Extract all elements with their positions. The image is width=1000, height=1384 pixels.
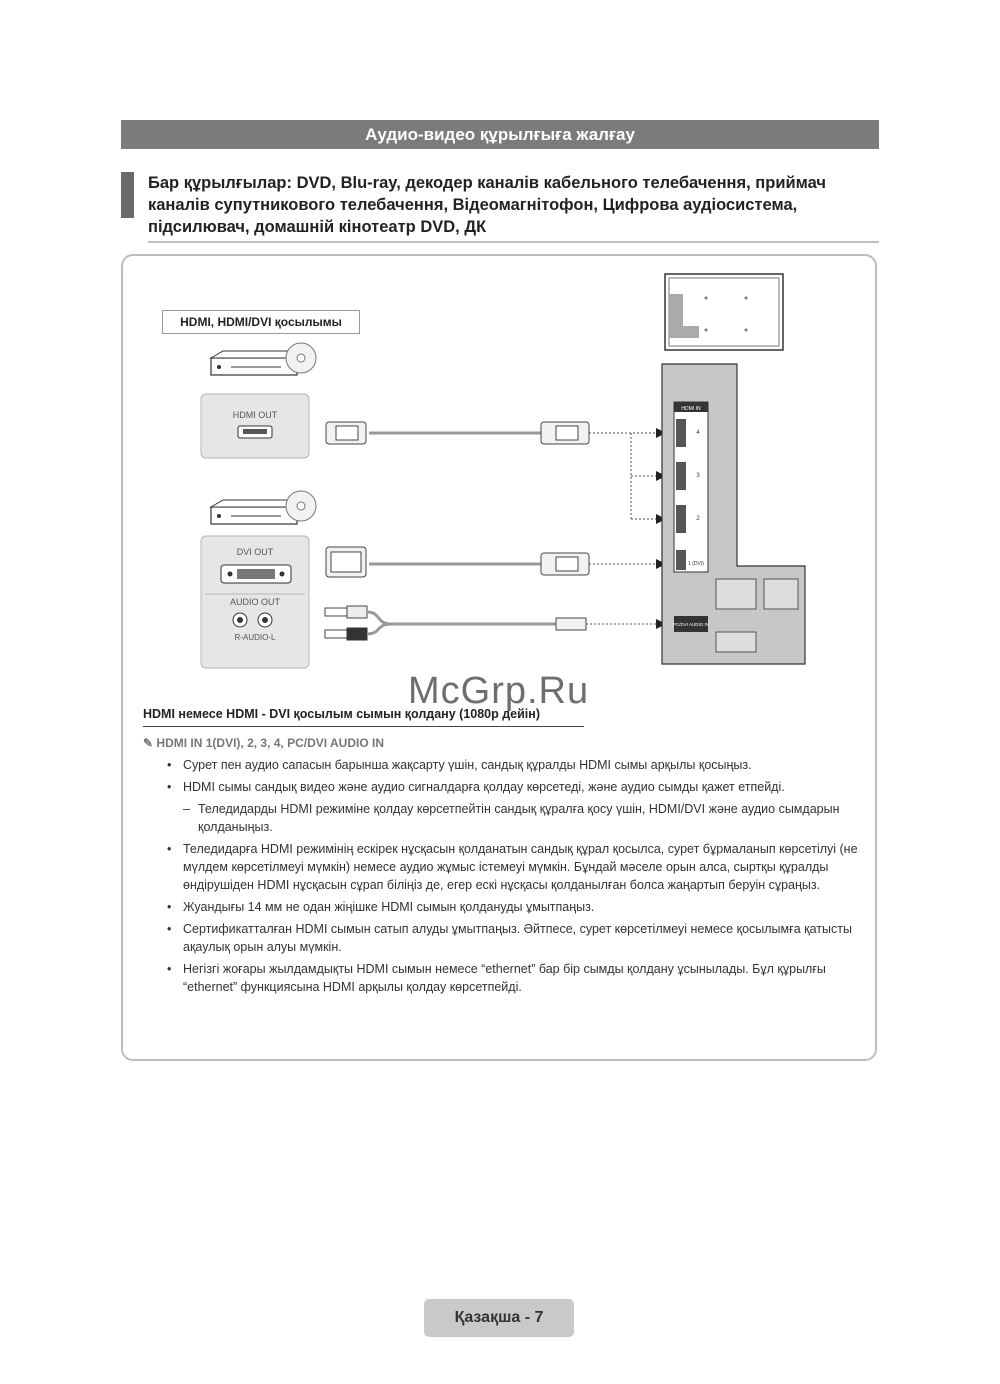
page-title: Аудио-видео құрылғыға жалғау bbox=[121, 120, 879, 149]
audio-cable bbox=[325, 606, 586, 640]
dvd-player-icon bbox=[211, 343, 316, 375]
list-item: • Сурет пен аудио сапасын барынша жақсарту үшін, сандық құралды HDMI сымы арқылы қосыңыз. bbox=[167, 758, 752, 772]
list-item: • Негізгі жоғары жылдамдықты HDMI сымын немесе “ethernet” бар бір сымды қолдану ұсынылады. Бұл құрылғы “ethernet” функциясына HDMI арқылы қолдау көрсетпейді. bbox=[167, 962, 826, 994]
dvi-cable bbox=[326, 547, 589, 577]
list-item: • Жуандығы 14 мм не одан жіңішке HDMI сымын қолдануды ұмытпаңыз. bbox=[167, 900, 595, 914]
list-item: • HDMI сымы сандық видео және аудио сигналдарға қолдау көрсетеді, және аудио сымды қажет етпейді. bbox=[167, 780, 785, 794]
hdmi-cable-1 bbox=[326, 422, 589, 444]
connection-diagram bbox=[121, 254, 877, 704]
tv-port-3: 3 bbox=[696, 473, 700, 479]
note-line bbox=[143, 736, 384, 750]
section-divider bbox=[148, 241, 879, 243]
tv-hdmi-in-label: HDMI IN bbox=[681, 406, 701, 412]
dvi-out-label: DVI OUT bbox=[236, 547, 274, 557]
tv-port-4: 4 bbox=[696, 430, 700, 436]
subheading-rule bbox=[143, 726, 584, 727]
list-item: • Теледидарға HDMI режимінің ескірек нұсқасын қолданатын сандық құрал қосылса, сурет бұрмаланып көрсетілуі (не мүлдем көрсетілмеуі мүмкін) немесе аудио жұмыс істемеуі мүмкін. Бұндай мәселе орын алса, сыртқы құралды өндірушіден HDMI нұсқасын сұрап біліңіз де, егер ескі нұсқасы қолданылған болса жаңартып беруін сұраңыз. bbox=[167, 842, 858, 892]
tv-pc-audio-label: PC/DVI AUDIO IN bbox=[672, 622, 710, 627]
subheading: HDMI немесе HDMI - DVI қосылым сымын қолдану (1080p дейін) bbox=[143, 707, 540, 721]
note-text: HDMI IN 1(DVI), 2, 3, 4, PC/DVI AUDIO IN bbox=[156, 736, 384, 750]
section-title: Бар құрылғылар: DVD, Blu-ray, декодер каналів кабельного телебачення, приймач каналів супутникового телебачення, Відеомагнітофон, Цифрова аудіосистема, підсилювач, домашній кінотеатр DVD, ДК bbox=[148, 174, 826, 236]
list-item: • Сертификатталған HDMI сымын сатып алуды ұмытпаңыз. Әйтпесе, сурет көрсетілмеуі немесе қосылымға қатысты ақаулық орын алуы мүмкін. bbox=[167, 922, 852, 954]
watermark: McGrp.Ru bbox=[408, 670, 590, 712]
tv-thumbnail-icon bbox=[665, 274, 783, 350]
tv-back-panel bbox=[662, 364, 805, 664]
dvd-player-2-icon bbox=[211, 491, 316, 524]
bullet-list bbox=[143, 756, 868, 1000]
dotted-connectors bbox=[586, 433, 656, 624]
audio-out-label: AUDIO OUT bbox=[229, 597, 281, 607]
sub-list-item: – Теледидарды HDMI режиміне қолдау көрсетпейтін сандық құралға қосу үшін, HDMI/DVI және аудио сымдарын қолданыңыз. bbox=[183, 802, 840, 834]
connection-label: HDMI, HDMI/DVI қосылымы bbox=[162, 310, 360, 334]
hdmi-out-label: HDMI OUT bbox=[232, 410, 278, 420]
tv-port-1: 1 (DVI) bbox=[688, 561, 704, 567]
section-marker bbox=[121, 172, 134, 218]
audio-rl-label: R-AUDIO-L bbox=[234, 633, 276, 642]
page-number: Қазақша - 7 bbox=[424, 1299, 574, 1337]
tv-port-2: 2 bbox=[696, 516, 700, 522]
pencil-note-icon: ✎ bbox=[143, 736, 154, 750]
